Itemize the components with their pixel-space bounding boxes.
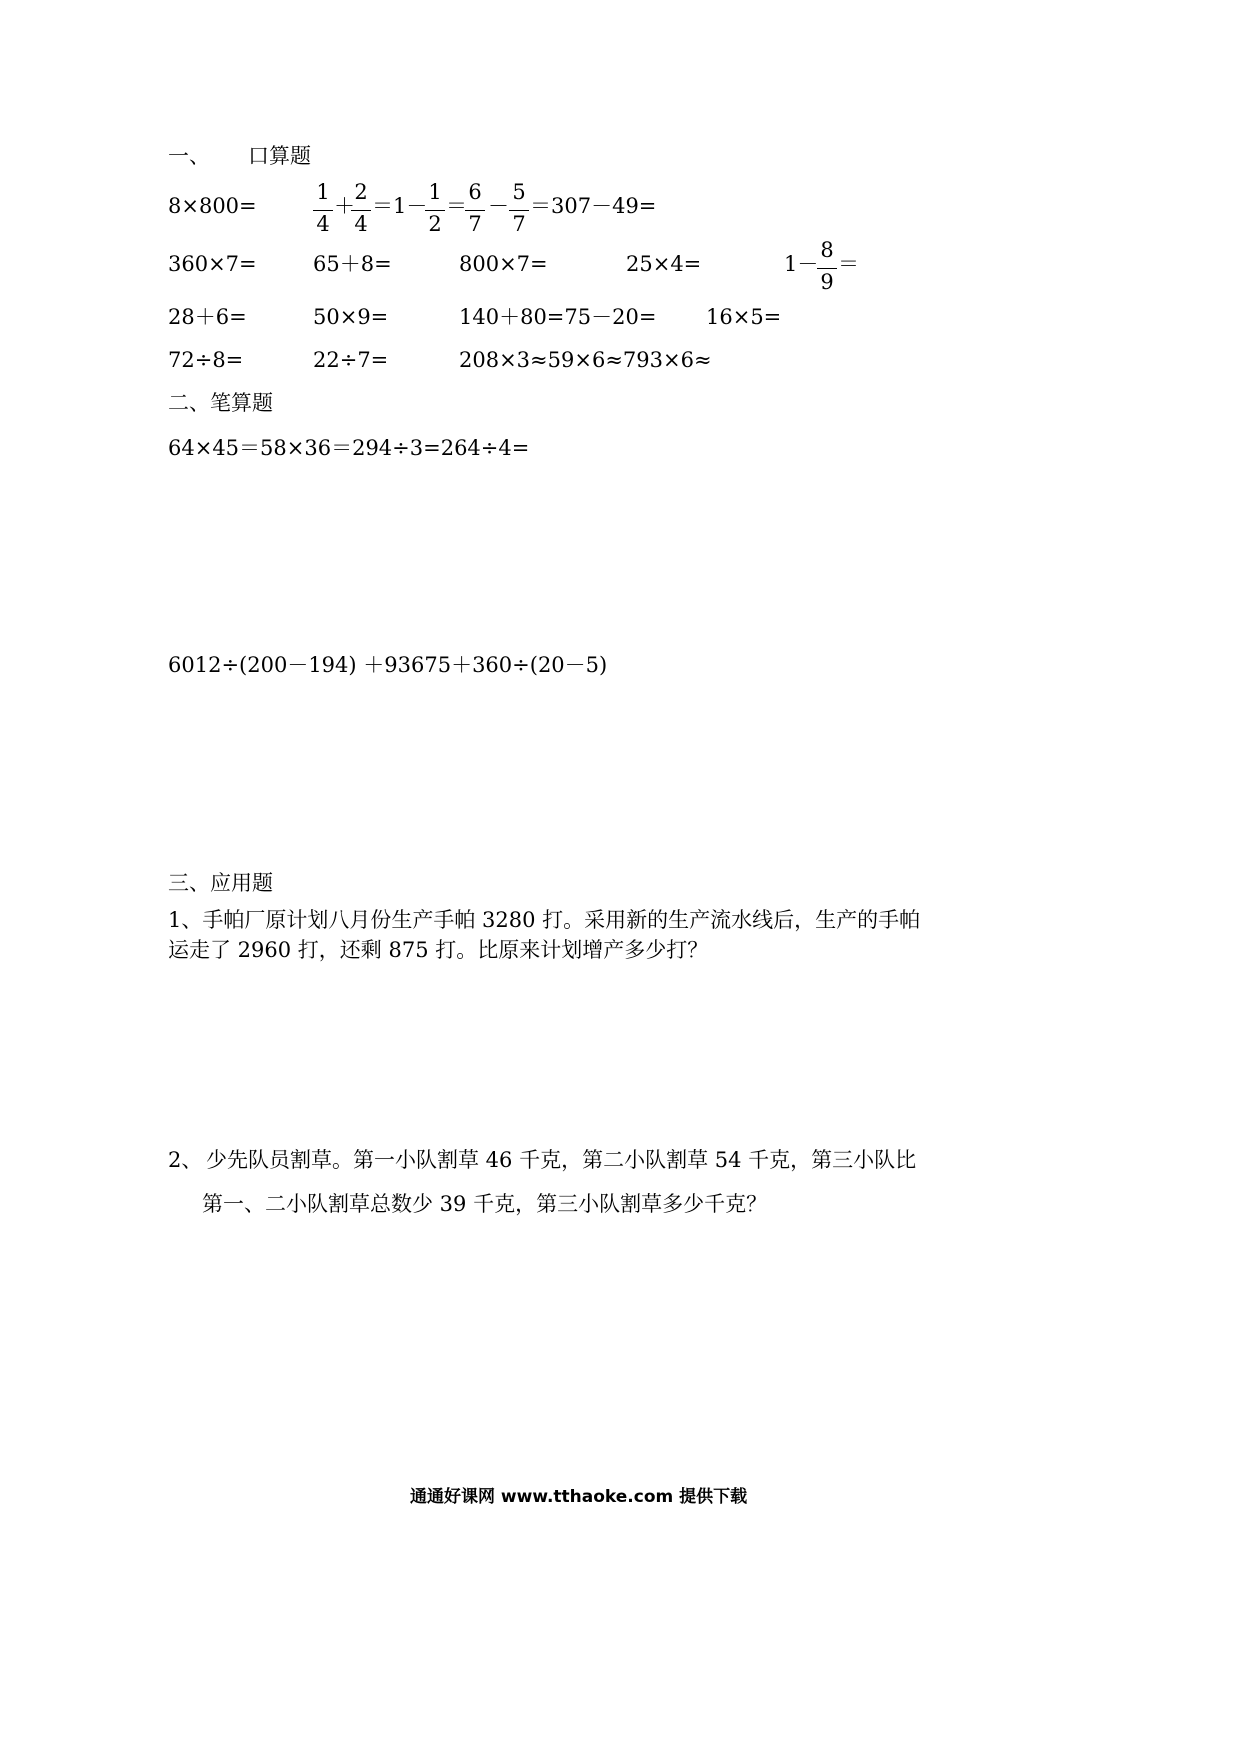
equals-sign: ＝ bbox=[446, 194, 467, 218]
fraction-5-7 bbox=[508, 182, 530, 235]
question2-line1: 少先队员割草。第一小队割草 46 千克，第二小队割草 54 千克，第三小队比 bbox=[206, 1148, 917, 1172]
fraction-6-7 bbox=[464, 182, 486, 235]
problem-50x9: 50×9= bbox=[313, 305, 389, 329]
question1-line1: 1、手帕厂原计划八月份生产手帕 3280 打。采用新的生产流水线后，生产的手帕 bbox=[168, 908, 921, 932]
fraction-bar bbox=[465, 210, 485, 211]
fraction-1-4 bbox=[312, 182, 334, 235]
fraction-numerator: 8 bbox=[820, 238, 834, 262]
written-problems-line1: 64×45＝58×36＝294÷3=264÷4= bbox=[168, 436, 530, 460]
problem-1-minus-suffix: ＝ bbox=[838, 252, 859, 276]
section1-title: 口算题 bbox=[248, 144, 311, 168]
problem-16x5: 16×5= bbox=[706, 305, 782, 329]
fraction-bar bbox=[817, 268, 837, 269]
problem-140-plus-80: 140＋80=75－20= bbox=[459, 305, 657, 329]
fraction-denominator: 7 bbox=[468, 212, 482, 236]
question2-line2: 第一、二小队割草总数少 39 千克，第三小队割草多少千克？ bbox=[202, 1192, 768, 1216]
fraction-8-9 bbox=[816, 240, 838, 293]
problem-72-div-8: 72÷8= bbox=[168, 348, 244, 372]
fraction-denominator: 9 bbox=[820, 270, 834, 294]
fraction-numerator: 1 bbox=[428, 180, 442, 204]
fraction-denominator: 7 bbox=[512, 212, 526, 236]
problem-25x4: 25×4= bbox=[626, 252, 702, 276]
fraction-2-4 bbox=[350, 182, 372, 235]
question2-number: 2、 bbox=[168, 1148, 203, 1172]
problem-800x7: 800×7= bbox=[459, 252, 548, 276]
fraction-denominator: 4 bbox=[354, 212, 368, 236]
fraction-bar bbox=[425, 210, 445, 211]
problem-65-plus-8: 65＋8= bbox=[313, 252, 392, 276]
problem-1-minus-prefix: 1－ bbox=[784, 252, 819, 276]
section2-title: 二、笔算题 bbox=[168, 391, 273, 415]
fraction-bar bbox=[351, 210, 371, 211]
problem-28-plus-6: 28＋6= bbox=[168, 305, 247, 329]
fraction-numerator: 2 bbox=[354, 180, 368, 204]
fraction-denominator: 4 bbox=[316, 212, 330, 236]
problem-22-div-7: 22÷7= bbox=[313, 348, 389, 372]
question1-line2: 运走了 2960 打，还剩 875 打。比原来计划增产多少打？ bbox=[168, 938, 709, 962]
fraction-1-2 bbox=[424, 182, 446, 235]
problem-estimation: 208×3≈59×6≈793×6≈ bbox=[459, 348, 712, 372]
fraction-denominator: 2 bbox=[428, 212, 442, 236]
equals-one-minus: ＝1－ bbox=[372, 194, 428, 218]
section3-title: 三、应用题 bbox=[168, 871, 273, 895]
section1-number: 一、 bbox=[168, 144, 210, 168]
written-problems-line2: 6012÷(200－194) ＋93675＋360÷(20－5) bbox=[168, 653, 608, 677]
footer-watermark: 通通好课网 www.tthaoke.com 提供下载 bbox=[410, 1487, 748, 1507]
problem-360x7: 360×7= bbox=[168, 252, 257, 276]
minus-sign: － bbox=[488, 194, 509, 218]
problem-307-minus-49: ＝307－49= bbox=[530, 194, 657, 218]
plus-sign: ＋ bbox=[334, 194, 355, 218]
fraction-numerator: 1 bbox=[316, 180, 330, 204]
fraction-bar bbox=[509, 210, 529, 211]
problem-8x800: 8×800= bbox=[168, 194, 257, 218]
fraction-bar bbox=[313, 210, 333, 211]
fraction-numerator: 5 bbox=[512, 180, 526, 204]
fraction-numerator: 6 bbox=[468, 180, 482, 204]
